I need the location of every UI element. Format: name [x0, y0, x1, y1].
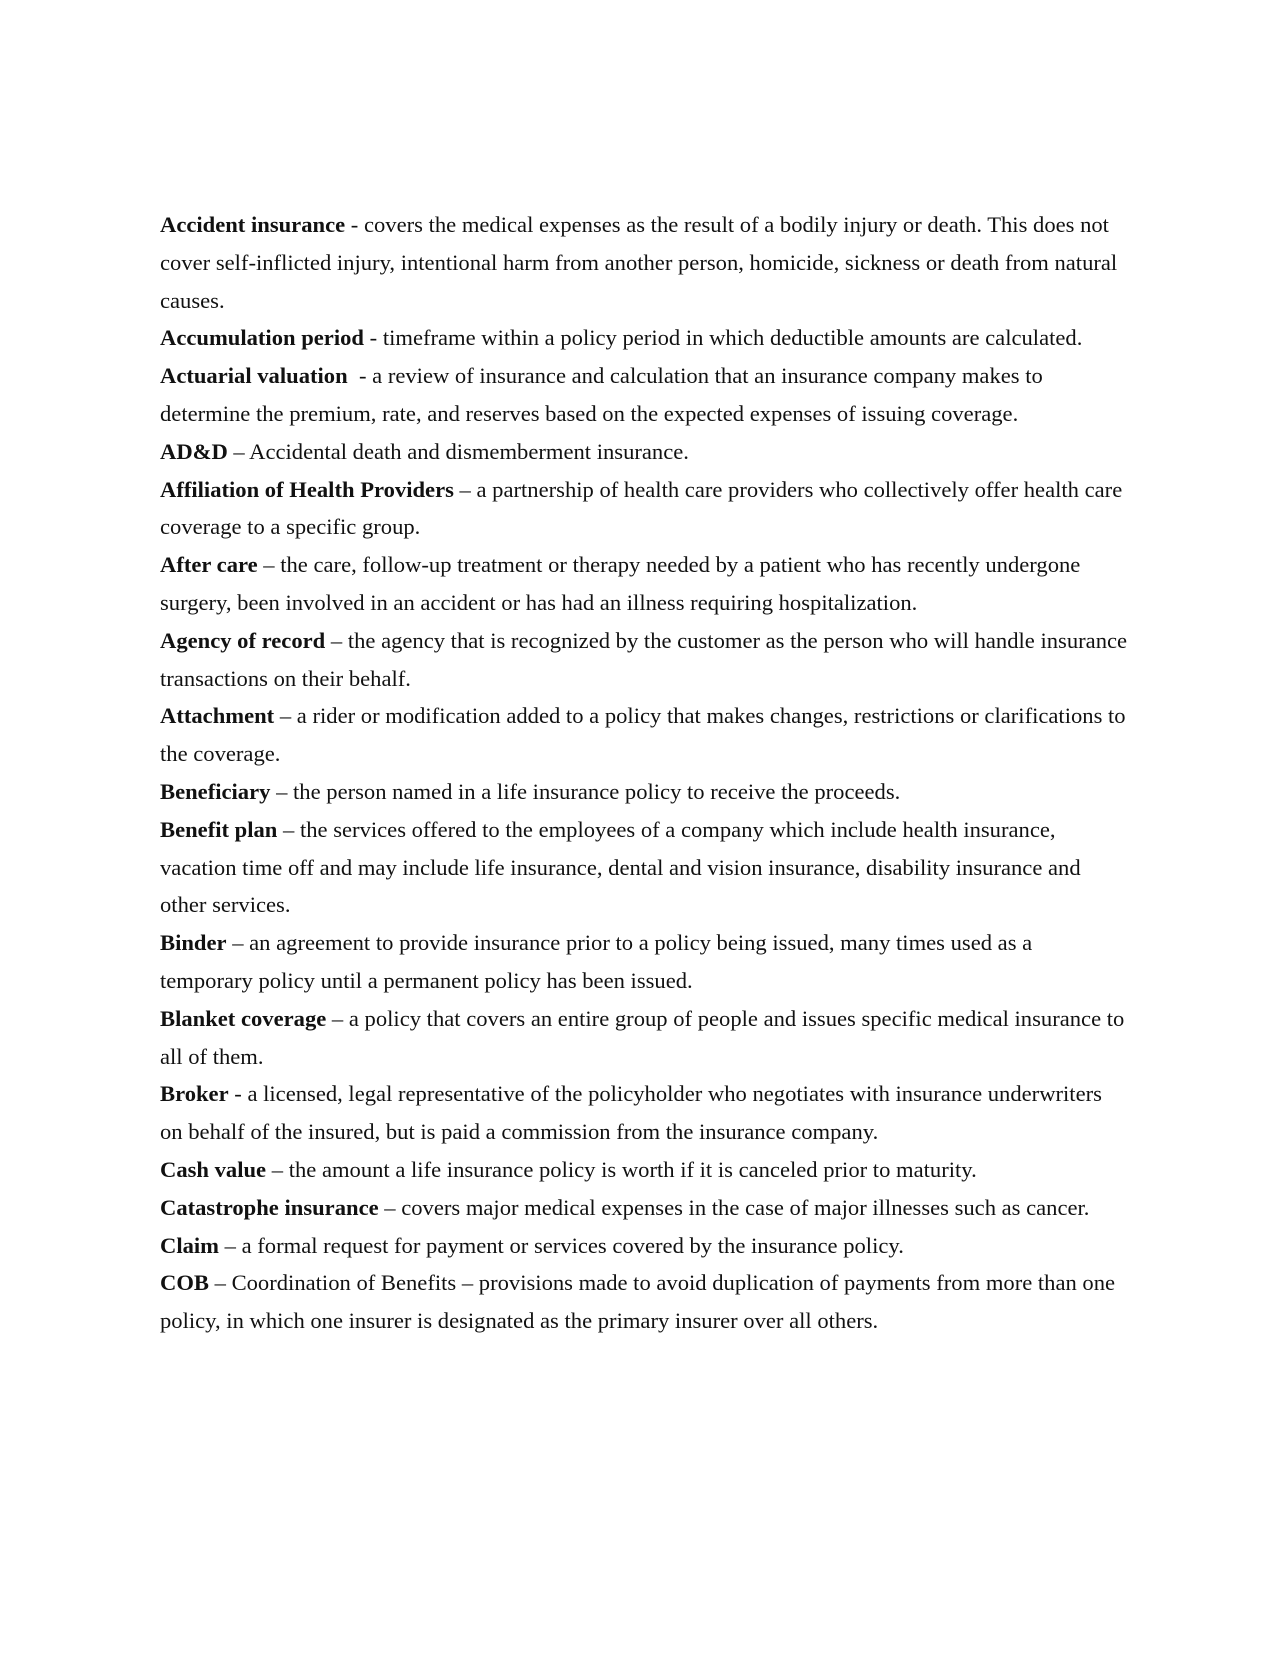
glossary-definition: Accidental death and dismemberment insurance. — [249, 438, 689, 464]
glossary-entry — [160, 471, 1130, 547]
glossary-definition: Coordination of Benefits – provisions made to avoid duplication of payments from more than one policy, in which one insurer is designated as the primary insurer over all others. — [160, 1270, 1116, 1334]
glossary-entry — [160, 1227, 1130, 1265]
glossary-term: Affiliation of Health Providers — [160, 476, 454, 502]
glossary-entry — [160, 319, 1130, 357]
glossary-definition: a formal request for payment or services covered by the insurance policy. — [241, 1232, 904, 1258]
term-separator: - — [363, 325, 383, 351]
glossary-definition: covers major medical expenses in the case of major illnesses such as cancer. — [401, 1194, 1090, 1220]
glossary-term: Accumulation period — [160, 325, 364, 351]
term-separator: – — [226, 930, 250, 956]
glossary-term: Beneficiary — [160, 778, 271, 804]
glossary-list — [160, 206, 1130, 1340]
glossary-term: Attachment — [160, 703, 275, 729]
glossary-entry — [160, 924, 1130, 1000]
term-separator: – — [227, 438, 250, 464]
glossary-entry — [160, 357, 1130, 433]
term-separator: – — [270, 778, 294, 804]
glossary-entry — [160, 811, 1130, 924]
glossary-term: Agency of record — [160, 627, 326, 653]
glossary-definition: the services offered to the employees of a company which include health insurance, vacation time off and may include life insurance, dental and vision insurance, disability insurance and other services. — [160, 816, 1081, 918]
term-separator: - — [228, 1081, 248, 1107]
glossary-entry — [160, 1000, 1130, 1076]
glossary-definition: timeframe within a policy period in which deductible amounts are calculated. — [382, 325, 1083, 351]
glossary-term: Actuarial valuation — [160, 363, 348, 389]
glossary-term: Accident insurance — [160, 212, 346, 237]
glossary-term: After care — [160, 552, 258, 578]
glossary-term: AD&D — [160, 438, 228, 464]
glossary-entry — [160, 1264, 1130, 1340]
glossary-term: Benefit plan — [160, 816, 278, 842]
glossary-definition: a partnership of health care providers who collectively offer health care coverage to a specific group. — [160, 476, 1123, 540]
term-separator: – — [378, 1194, 402, 1220]
glossary-definition: an agreement to provide insurance prior to a policy being issued, many times used as a temporary policy until a permanent policy has been issued. — [160, 930, 1033, 993]
glossary-entry — [160, 1151, 1130, 1189]
glossary-term: Cash value — [160, 1156, 267, 1182]
glossary-entry — [160, 773, 1130, 811]
glossary-entry — [160, 622, 1130, 698]
glossary-definition: a policy that covers an entire group of people and issues specific medical insurance to all of them. — [160, 1005, 1125, 1069]
term-separator: – — [219, 1232, 242, 1258]
glossary-definition: the amount a life insurance policy is worth if it is canceled prior to maturity. — [288, 1156, 977, 1182]
glossary-entry — [160, 206, 1130, 319]
glossary-definition: a rider or modification added to a policy that makes changes, restrictions or clarifications to the coverage. — [160, 703, 1126, 767]
term-separator: - — [347, 363, 373, 389]
term-separator: - — [345, 212, 364, 237]
glossary-entry — [160, 697, 1130, 773]
glossary-entry — [160, 433, 1130, 471]
term-separator: – — [453, 476, 477, 502]
term-separator: – — [274, 703, 297, 729]
term-separator: – — [277, 816, 300, 842]
glossary-term: Binder — [160, 930, 227, 956]
glossary-term: COB — [160, 1270, 209, 1296]
glossary-term: Catastrophe insurance — [160, 1194, 379, 1220]
term-separator: – — [325, 627, 348, 653]
term-separator: – — [266, 1156, 289, 1182]
glossary-definition: a licensed, legal representative of the policyholder who negotiates with insurance underwriters on behalf of the insured, but is paid a commission from the insurance company. — [160, 1081, 1102, 1145]
glossary-term: Blanket coverage — [160, 1005, 327, 1031]
glossary-definition: covers the medical expenses as the result of a bodily injury or death. This does not cover self-inflicted injury, intentional harm from another person, homicide, sickness or death from natural causes. — [160, 212, 1118, 313]
glossary-definition: a review of insurance and calculation that an insurance company makes to determine the premium, rate, and reserves based on the expected expenses of issuing coverage. — [160, 363, 1043, 426]
glossary-entry — [160, 546, 1130, 622]
glossary-definition: the agency that is recognized by the customer as the person who will handle insurance transactions on their behalf. — [160, 627, 1128, 691]
term-separator: – — [257, 552, 281, 578]
term-separator: – — [326, 1005, 349, 1031]
glossary-entry — [160, 1075, 1130, 1151]
glossary-term: Broker — [160, 1081, 229, 1107]
glossary-term: Claim — [160, 1232, 219, 1258]
term-separator: – — [208, 1270, 232, 1296]
glossary-entry — [160, 1189, 1130, 1227]
glossary-definition: the care, follow-up treatment or therapy needed by a patient who has recently undergone surgery, been involved in an accident or has had an illness requiring hospitalization. — [160, 552, 1081, 615]
glossary-definition: the person named in a life insurance policy to receive the proceeds. — [293, 778, 901, 804]
